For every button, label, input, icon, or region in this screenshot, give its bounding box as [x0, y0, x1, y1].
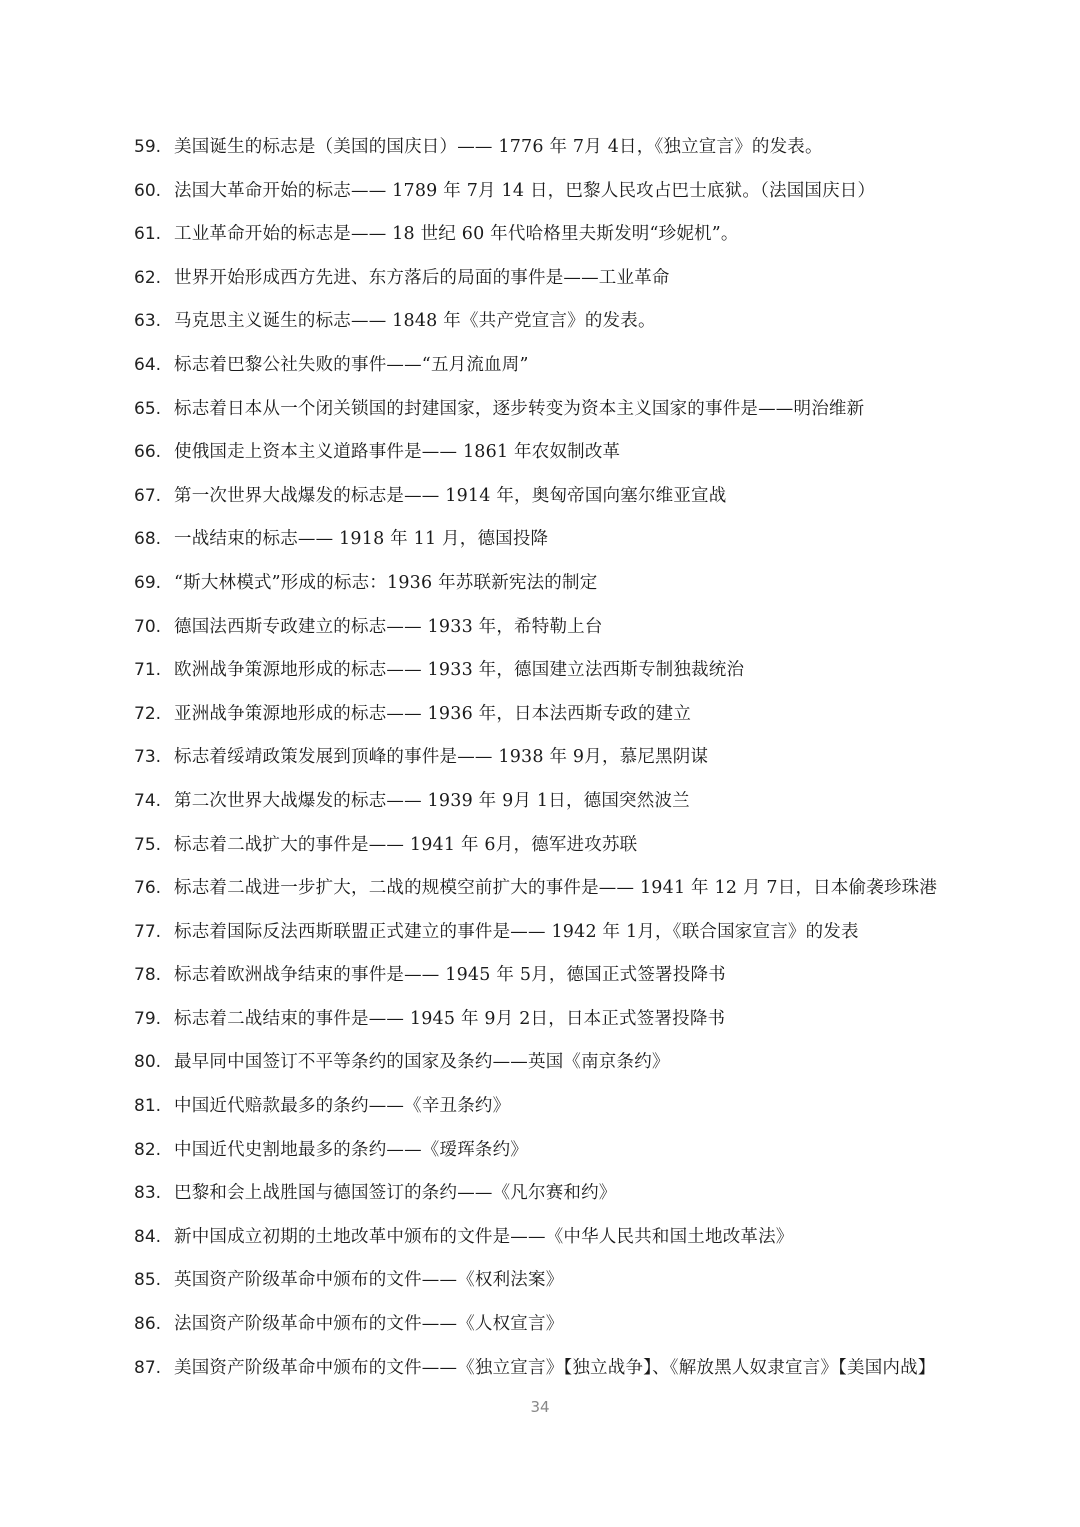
list-item: [134, 1266, 1034, 1310]
item-text: 德国法西斯专政建立的标志—— 1933 年，希特勒上台: [174, 616, 603, 637]
item-number: 87.: [134, 1357, 162, 1378]
list-item: [134, 1136, 1034, 1180]
item-text: 标志着日本从一个闭关锁国的封建国家，逐步转变为资本主义国家的事件是——明治维新: [174, 398, 865, 419]
item-text: 使俄国走上资本主义道路事件是—— 1861 年农奴制改革: [174, 442, 621, 463]
list-item: [134, 307, 1034, 351]
item-text: 标志着巴黎公社失败的事件——“五月流血周”: [174, 354, 529, 375]
list-item: [134, 743, 1034, 787]
item-number: 85.: [134, 1270, 162, 1291]
list-item: [134, 438, 1034, 482]
item-text: 新中国成立初期的土地改革中颁布的文件是——《中华人民共和国土地改革法》: [174, 1226, 794, 1247]
list-item: [134, 1310, 1034, 1354]
item-text: 中国近代赔款最多的条约——《辛丑条约》: [174, 1096, 511, 1117]
page-number: 34: [530, 1398, 550, 1416]
item-number: 80.: [134, 1052, 162, 1073]
item-number: 83.: [134, 1183, 162, 1204]
list-item: [134, 787, 1034, 831]
item-number: 64.: [134, 354, 162, 375]
item-text: 一战结束的标志—— 1918 年 11 月，德国投降: [174, 529, 549, 550]
item-text: 亚洲战争策源地形成的标志—— 1936 年，日本法西斯专政的建立: [174, 703, 692, 724]
item-number: 75.: [134, 834, 162, 855]
item-text: 巴黎和会上战胜国与德国签订的条约——《凡尔赛和约》: [174, 1183, 617, 1204]
list-item: [134, 1092, 1034, 1136]
list-item: [134, 482, 1034, 526]
item-text: 最早同中国签订不平等条约的国家及条约——英国《南京条约》: [174, 1052, 670, 1073]
item-number: 77.: [134, 921, 162, 942]
item-text: 第一次世界大战爆发的标志是—— 1914 年，奥匈帝国向塞尔维亚宣战: [174, 485, 727, 506]
item-text: 工业革命开始的标志是—— 18 世纪 60 年代哈格里夫斯发明“珍妮机”。: [174, 224, 739, 245]
item-text: 法国资产阶级革命中颁布的文件——《人权宣言》: [174, 1314, 564, 1335]
item-text: 英国资产阶级革命中颁布的文件——《权利法案》: [174, 1270, 564, 1291]
fact-list: [134, 133, 1034, 1397]
item-number: 81.: [134, 1096, 162, 1117]
item-text: “斯大林模式”形成的标志：1936 年苏联新宪法的制定: [174, 572, 598, 593]
list-item: [134, 220, 1034, 264]
item-text: 标志着欧洲战争结束的事件是—— 1945 年 5月，德国正式签署投降书: [174, 965, 726, 986]
item-text: 中国近代史割地最多的条约——《瑷珲条约》: [174, 1139, 528, 1160]
item-number: 86.: [134, 1314, 162, 1335]
item-text: 美国资产阶级革命中颁布的文件——《独立宣言》【独立战争】、《解放黑人奴隶宣言》【美国内战】: [174, 1357, 936, 1378]
item-text: 标志着二战结束的事件是—— 1945 年 9月 2日，日本正式签署投降书: [174, 1008, 726, 1029]
item-number: 60.: [134, 180, 162, 201]
item-number: 69.: [134, 572, 162, 593]
list-item: [134, 961, 1034, 1005]
item-text: 美国诞生的标志是（美国的国庆日）—— 1776 年 7月 4日，《独立宣言》的发表。: [174, 137, 823, 157]
item-number: 72.: [134, 703, 162, 724]
item-number: 61.: [134, 224, 162, 245]
item-number: 66.: [134, 442, 162, 463]
item-number: 65.: [134, 398, 162, 419]
item-number: 71.: [134, 660, 162, 681]
item-text: 标志着二战扩大的事件是—— 1941 年 6月，德军进攻苏联: [174, 834, 638, 855]
item-number: 70.: [134, 616, 162, 637]
list-item: [134, 395, 1034, 439]
list-item: [134, 569, 1034, 613]
list-item: [134, 613, 1034, 657]
item-number: 74.: [134, 790, 162, 811]
list-item: [134, 351, 1034, 395]
list-item: [134, 177, 1034, 221]
item-number: 59.: [134, 137, 162, 157]
list-item: [134, 1179, 1034, 1223]
list-item: [134, 831, 1034, 875]
list-item: [134, 1354, 1034, 1398]
list-item: [134, 264, 1034, 308]
item-number: 62.: [134, 267, 162, 288]
item-number: 67.: [134, 485, 162, 506]
item-text: 马克思主义诞生的标志—— 1848 年《共产党宣言》的发表。: [174, 311, 656, 332]
list-item: [134, 1048, 1034, 1092]
list-item: [134, 918, 1034, 962]
item-text: 欧洲战争策源地形成的标志—— 1933 年，德国建立法西斯专制独裁统治: [174, 660, 745, 681]
item-text: 世界开始形成西方先进、东方落后的局面的事件是——工业革命: [174, 267, 670, 288]
list-item: [134, 1005, 1034, 1049]
item-text: 标志着国际反法西斯联盟正式建立的事件是—— 1942 年 1月，《联合国家宣言》的发表: [174, 921, 859, 942]
item-number: 84.: [134, 1226, 162, 1247]
item-number: 76.: [134, 878, 162, 899]
list-item: [134, 525, 1034, 569]
item-text: 法国大革命开始的标志—— 1789 年 7月 14 日，巴黎人民攻占巴士底狱。（法国国庆日）: [174, 180, 876, 201]
list-item: [134, 874, 1034, 918]
item-number: 68.: [134, 529, 162, 550]
item-number: 73.: [134, 747, 162, 768]
item-text: 标志着绥靖政策发展到顶峰的事件是—— 1938 年 9月，慕尼黑阴谋: [174, 747, 709, 768]
list-item: [134, 133, 1034, 177]
item-number: 82.: [134, 1139, 162, 1160]
item-number: 63.: [134, 311, 162, 332]
item-number: 79.: [134, 1008, 162, 1029]
list-item: [134, 1223, 1034, 1267]
item-number: 78.: [134, 965, 162, 986]
item-text: 标志着二战进一步扩大，二战的规模空前扩大的事件是—— 1941 年 12 月 7日，日本偷袭珍珠港: [174, 878, 938, 899]
list-item: [134, 656, 1034, 700]
item-text: 第二次世界大战爆发的标志—— 1939 年 9月 1日，德国突然波兰: [174, 790, 690, 811]
list-item: [134, 700, 1034, 744]
